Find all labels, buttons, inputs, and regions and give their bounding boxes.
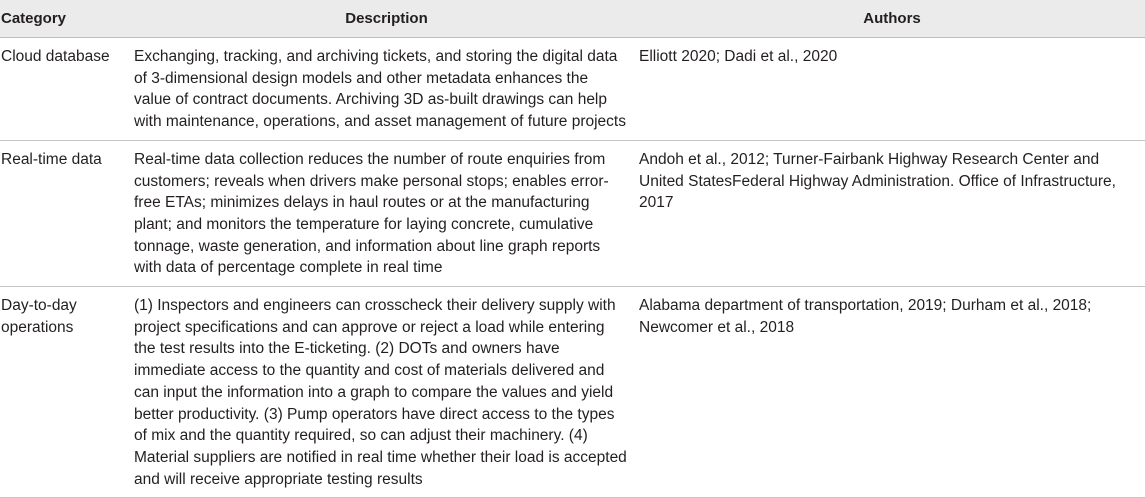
cell-description: (1) Inspectors and engineers can crosscheck their delivery supply with project specifications and can approve or reject a load while entering the test results into the E-ticketing. (2) DOTs and owners have immediate access to the quantity and cost of materials delivered and can input the information into a graph to compare the values and yield better productivity. (3) Pump operators have direct access to the types of mix and the quantity required, so can adjust their machinery. (4) Material suppliers are notified in real time whether their load is accepted and will receive appropriate testing results: [134, 287, 639, 498]
cell-authors: Elliott 2020; Dadi et al., 2020: [639, 38, 1145, 141]
table-header: [0, 0, 1145, 38]
cell-description: Exchanging, tracking, and archiving tickets, and storing the digital data of 3-dimensional design models and other metadata enhances the value of contract documents. Archiving 3D as-built drawings can help with maintenance, operations, and asset management of future projects: [134, 38, 639, 141]
cell-authors: Alabama department of transportation, 2019; Durham et al., 2018; Newcomer et al., 2018: [639, 287, 1145, 498]
cell-category: Real-time data: [0, 140, 134, 286]
table-row: [0, 140, 1145, 286]
table-row: [0, 287, 1145, 498]
header-row: [0, 0, 1145, 38]
cell-authors: Andoh et al., 2012; Turner-Fairbank Highway Research Center and United StatesFederal Highway Administration. Office of Infrastructure, 2017: [639, 140, 1145, 286]
cell-category: Cloud database: [0, 38, 134, 141]
table-row: [0, 38, 1145, 141]
table-body: [0, 38, 1145, 498]
header-authors: Authors: [639, 0, 1145, 38]
header-description: Description: [134, 0, 639, 38]
cell-category: Day-to-day operations: [0, 287, 134, 498]
header-category: Category: [0, 0, 134, 38]
cell-description: Real-time data collection reduces the number of route enquiries from customers; reveals when drivers make personal stops; enables error-free ETAs; minimizes delays in haul routes or at the manufacturing plant; and monitors the temperature for laying concrete, cumulative tonnage, waste generation, and information about line graph reports with data of percentage complete in real time: [134, 140, 639, 286]
